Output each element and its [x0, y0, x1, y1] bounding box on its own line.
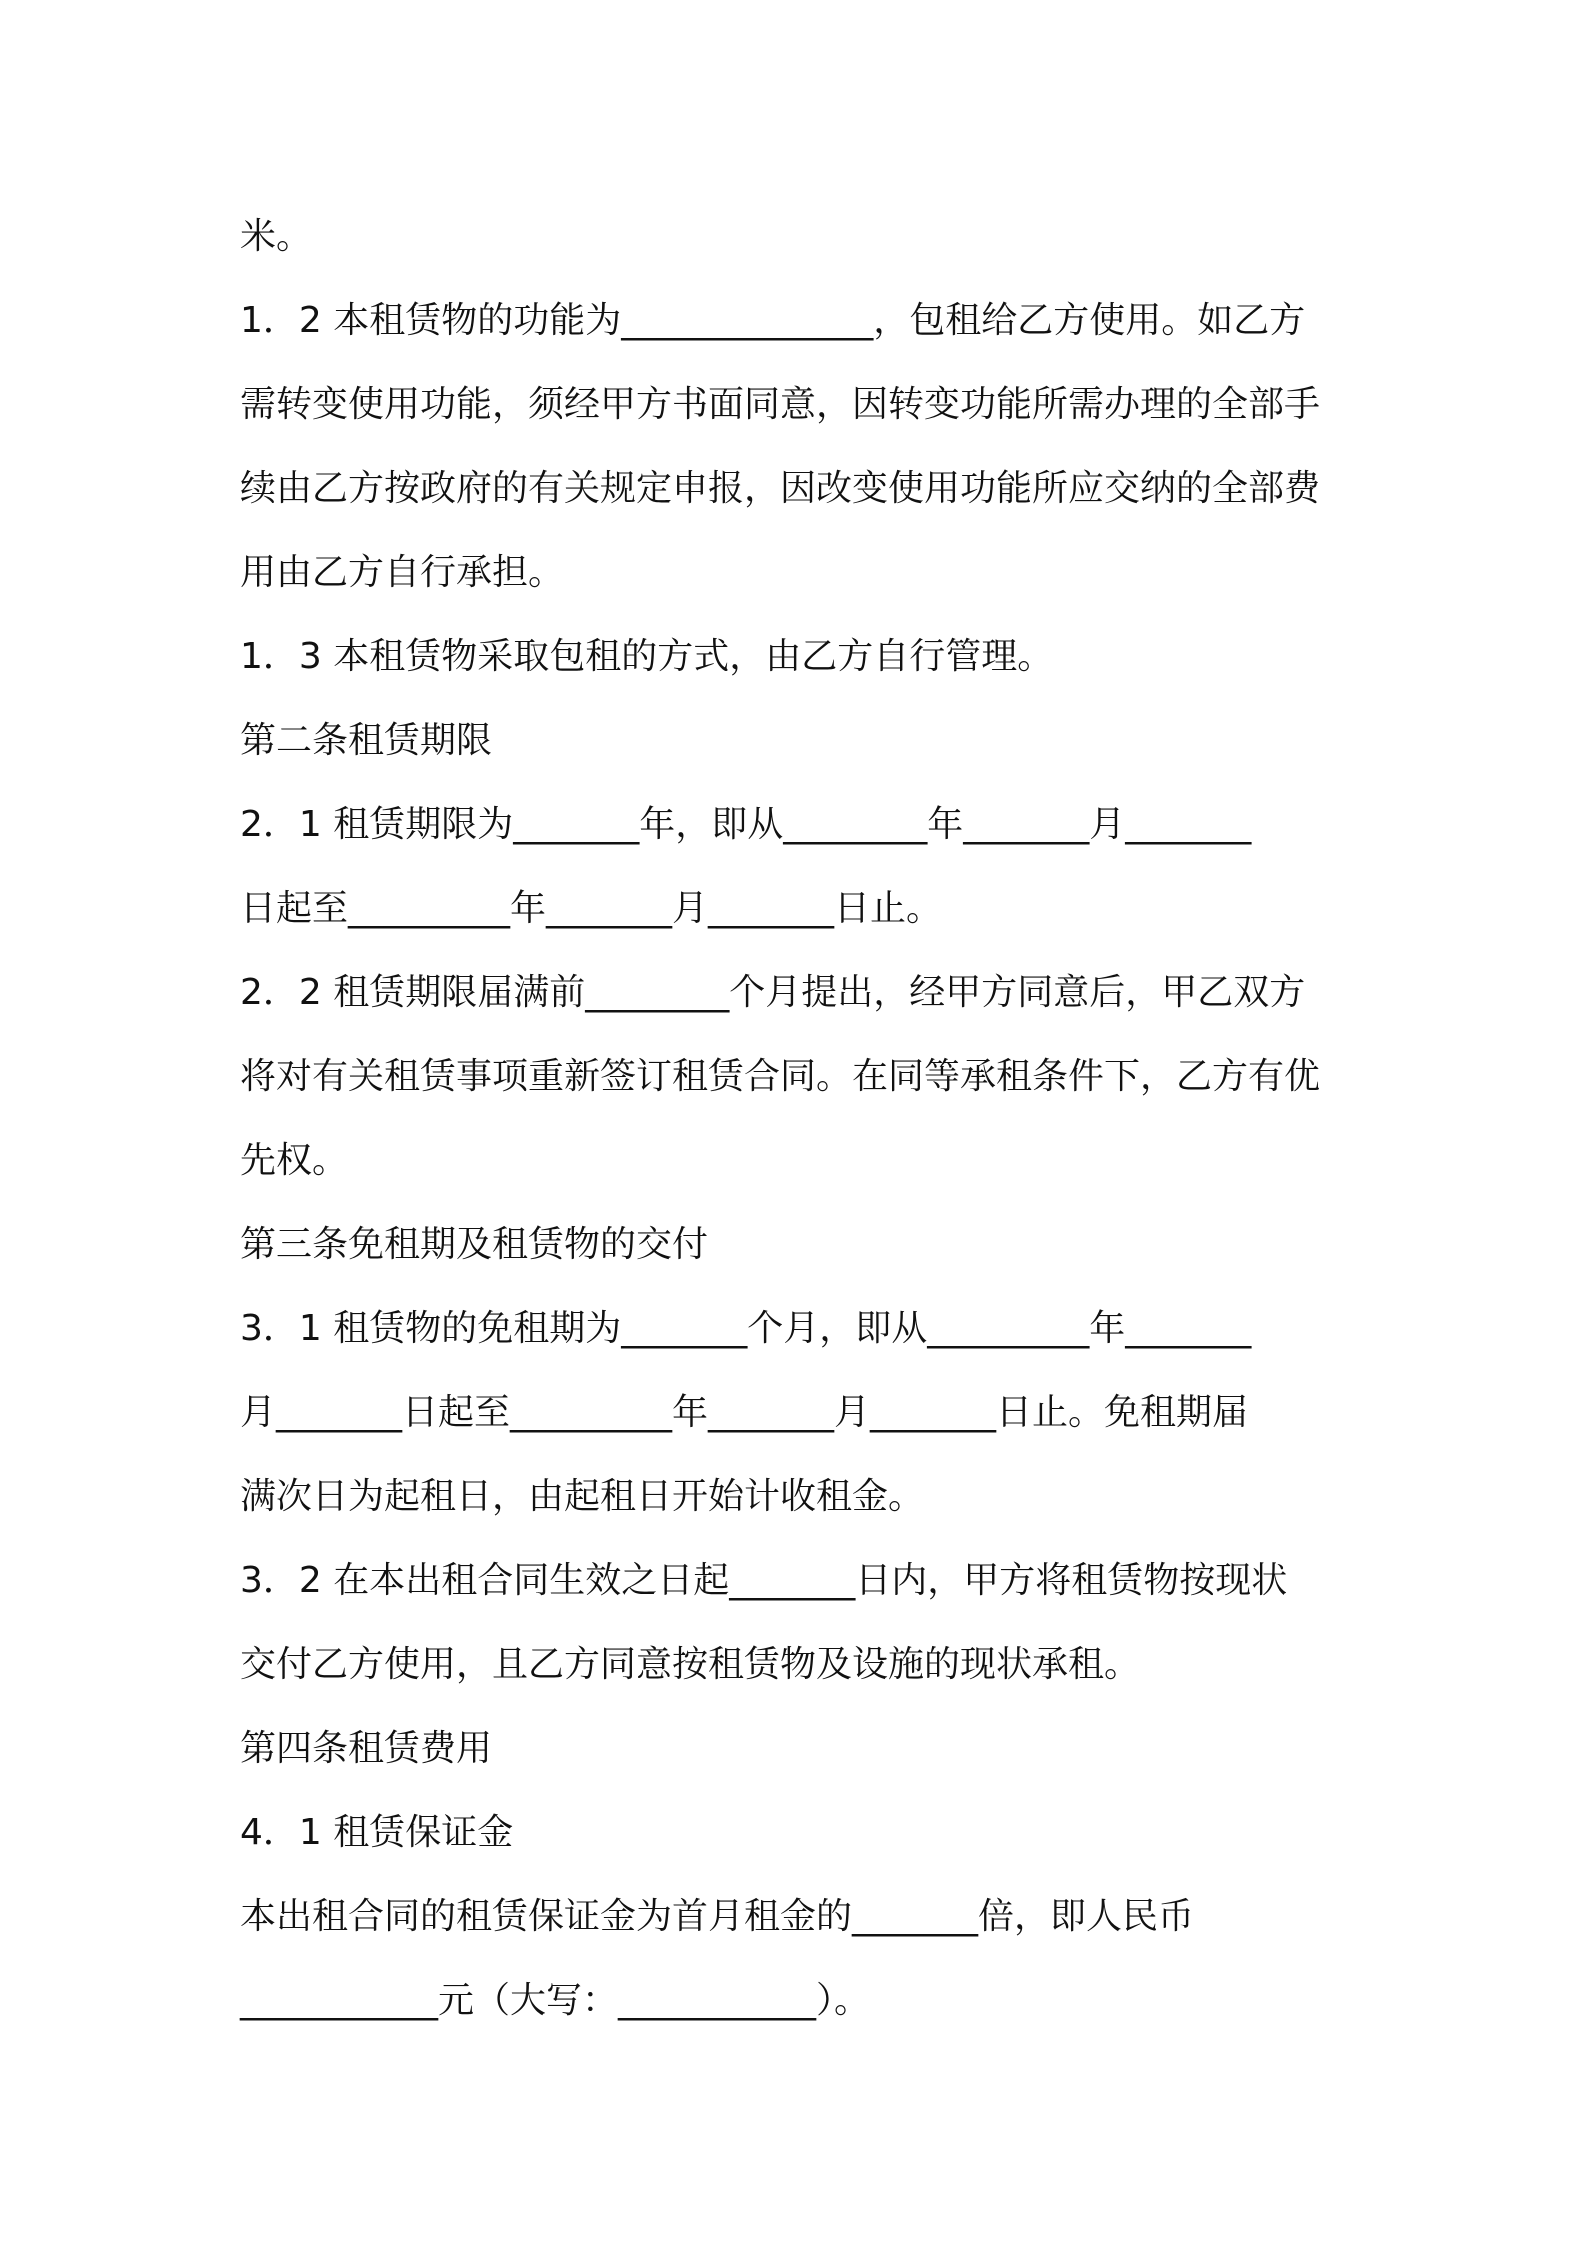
text-line: 2．1 租赁期限为_______年，即从________年_______月_______ — [240, 804, 1252, 845]
text-line: 日起至_________年_______月_______日止。 — [240, 888, 943, 929]
text-line: 1．2 本租赁物的功能为______________，包租给乙方使用。如乙方 — [240, 300, 1306, 341]
contract-text — [240, 195, 1360, 2043]
section-heading: 第三条免租期及租赁物的交付 — [240, 1224, 709, 1265]
section-heading: 第四条租赁费用 — [240, 1728, 493, 1769]
text-line: 交付乙方使用，且乙方同意按租赁物及设施的现状承租。 — [240, 1644, 1141, 1685]
text-line: 续由乙方按政府的有关规定申报，因改变使用功能所应交纳的全部费 — [240, 468, 1321, 509]
text-line: 米。 — [240, 216, 313, 257]
text-line: 需转变使用功能，须经甲方书面同意，因转变功能所需办理的全部手 — [240, 384, 1321, 425]
text-line: 4．1 租赁保证金 — [240, 1812, 514, 1853]
text-line: 先权。 — [240, 1140, 349, 1181]
text-line: 将对有关租赁事项重新签订租赁合同。在同等承租条件下，乙方有优 — [240, 1056, 1321, 1097]
text-line: 月_______日起至_________年_______月_______日止。免租期届 — [240, 1392, 1249, 1433]
text-line: 2．2 租赁期限届满前________个月提出，经甲方同意后，甲乙双方 — [240, 972, 1306, 1013]
text-line: 本出租合同的租赁保证金为首月租金的_______倍，即人民币 — [240, 1896, 1195, 1937]
text-line: 1．3 本租赁物采取包租的方式，由乙方自行管理。 — [240, 636, 1054, 677]
text-line: 3．2 在本出租合同生效之日起_______日内，甲方将租赁物按现状 — [240, 1560, 1288, 1601]
section-heading: 第二条租赁期限 — [240, 720, 493, 761]
text-line: ___________元（大写：___________）。 — [240, 1980, 871, 2021]
text-line: 用由乙方自行承担。 — [240, 552, 565, 593]
text-line: 满次日为起租日，由起租日开始计收租金。 — [240, 1476, 925, 1517]
text-line: 3．1 租赁物的免租期为_______个月，即从_________年_______ — [240, 1308, 1252, 1349]
